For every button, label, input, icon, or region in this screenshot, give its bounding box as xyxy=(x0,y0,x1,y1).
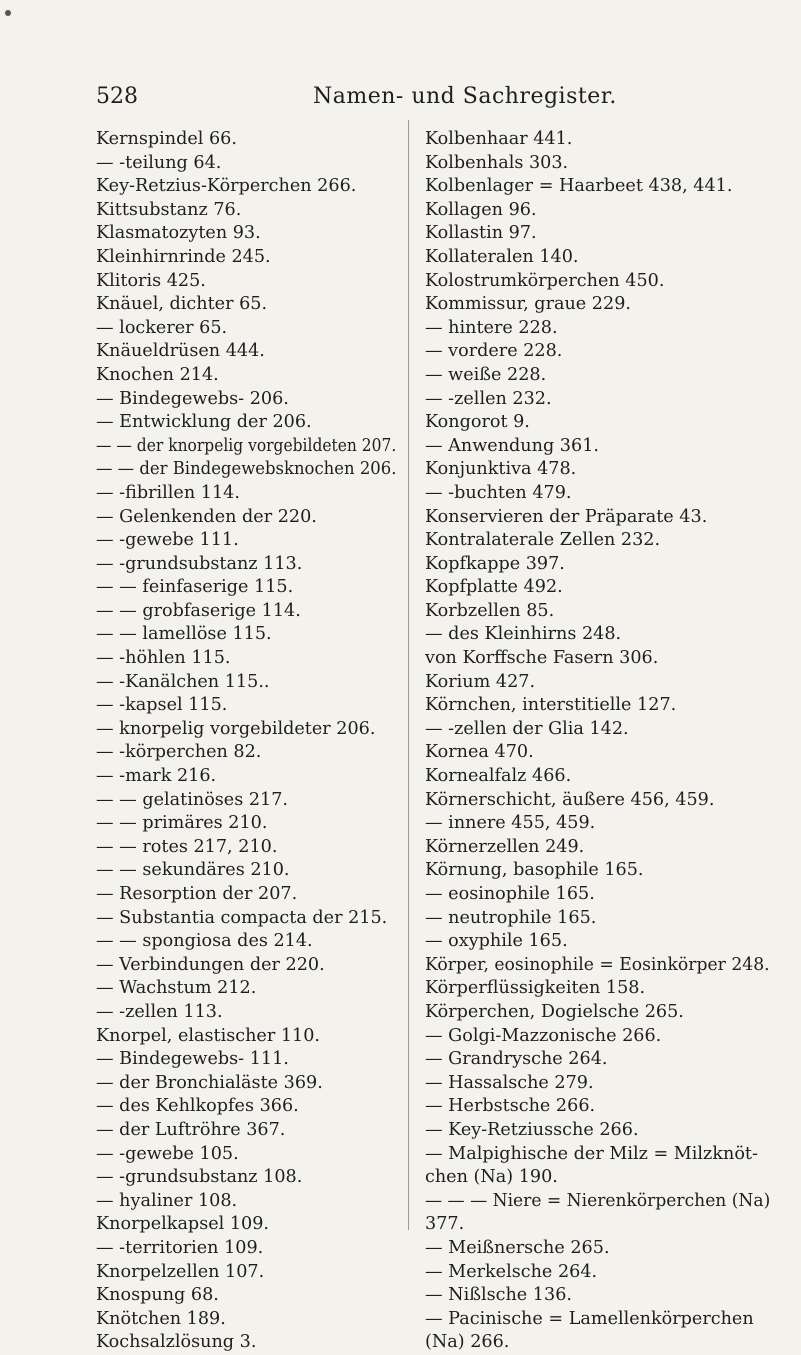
index-entry: — — der knorpelig vorgebildeten 207. xyxy=(96,435,397,456)
index-entry: — des Kleinhirns 248. xyxy=(425,624,622,645)
index-entry: Körnung, basophile 165. xyxy=(425,860,644,881)
index-entry: — Anwendung 361. xyxy=(425,435,599,456)
index-entry: Kittsubstanz 76. xyxy=(96,199,242,220)
index-entry: Kommissur, graue 229. xyxy=(425,294,631,315)
index-entry: — eosinophile 165. xyxy=(425,884,595,904)
index-entry: — Herbstsche 266. xyxy=(425,1096,596,1117)
index-entry: — weiße 228. xyxy=(425,364,547,385)
index-entry: — Gelenkenden der 220. xyxy=(96,506,317,527)
index-entry: — Nißlsche 136. xyxy=(425,1285,572,1306)
index-entry: — Key-Retziussche 266. xyxy=(425,1119,639,1140)
index-entry: — Bindegewebs- 111. xyxy=(96,1049,289,1070)
index-entry: — Malpighische der Milz = Milzknöt- xyxy=(425,1143,758,1164)
index-entry: Körper, eosinophile = Eosinkörper 248. xyxy=(425,954,770,975)
index-entry: — -zellen 232. xyxy=(425,388,552,409)
index-entry: — Bindegewebs- 206. xyxy=(96,388,289,409)
index-entry: Knorpelkapsel 109. xyxy=(96,1214,270,1235)
index-entry: Knäueldrüsen 444. xyxy=(96,341,265,362)
index-entry: — — spongiosa des 214. xyxy=(96,931,313,952)
index-entry: — -territorien 109. xyxy=(96,1237,264,1258)
index-entry: — -grundsubstanz 113. xyxy=(96,553,303,574)
index-entry: Kontralaterale Zellen 232. xyxy=(425,530,661,551)
index-entry: — knorpelig vorgebildeter 206. xyxy=(96,718,376,739)
index-entry: 377. xyxy=(425,1214,465,1235)
index-entry: — der Bronchialäste 369. xyxy=(96,1072,323,1093)
index-entry: — — sekundäres 210. xyxy=(96,860,290,881)
index-entry: Korbzellen 85. xyxy=(425,600,555,621)
index-entry: — Substantia compacta der 215. xyxy=(96,907,388,928)
index-entry: — -fibrillen 114. xyxy=(96,482,240,503)
index-entry: (Na) 266. xyxy=(425,1332,510,1353)
index-entry: Knäuel, dichter 65. xyxy=(96,294,268,315)
index-entry: — — — Niere = Nierenkörperchen (Na) xyxy=(425,1190,771,1211)
index-entry: Klasmatozyten 93. xyxy=(96,223,261,244)
index-entry: — — grobfaserige 114. xyxy=(96,600,301,621)
index-entry: Kochsalzlösung 3. xyxy=(96,1332,257,1353)
index-entry: — Pacinische = Lamellenkörperchen xyxy=(425,1308,754,1329)
running-title: Namen- und Sachregister. xyxy=(313,84,617,109)
index-entry: Knospung 68. xyxy=(96,1285,219,1306)
index-entry: Körnchen, interstitielle 127. xyxy=(425,695,677,716)
index-entry: Korium 427. xyxy=(425,671,536,692)
index-entry: — neutrophile 165. xyxy=(425,907,597,928)
index-entry: — -buchten 479. xyxy=(425,482,572,503)
index-entry: Körperchen, Dogielsche 265. xyxy=(425,1001,684,1022)
index-entry: Kollastin 97. xyxy=(425,223,537,244)
index-entry: — Entwicklung der 206. xyxy=(96,412,312,433)
index-entry: Kornealfalz 466. xyxy=(425,766,572,787)
index-entry: — -zellen 113. xyxy=(96,1001,223,1022)
index-entry: Kollateralen 140. xyxy=(425,246,579,267)
index-entry: Kornea 470. xyxy=(425,742,534,763)
index-entry: Kolbenlager = Haarbeet 438, 441. xyxy=(425,176,733,197)
index-entry: — hyaliner 108. xyxy=(96,1190,238,1211)
index-entry: — — rotes 217, 210. xyxy=(96,836,278,857)
index-entry: Körperflüssigkeiten 158. xyxy=(425,978,646,999)
index-entry: — -gewebe 105. xyxy=(96,1143,239,1164)
index-entry: — -gewebe 111. xyxy=(96,530,239,551)
index-entry: — -kapsel 115. xyxy=(96,695,228,716)
index-entry: — -zellen der Glia 142. xyxy=(425,718,629,739)
index-entry: — Merkelsche 264. xyxy=(425,1261,598,1282)
index-entry: — -teilung 64. xyxy=(96,152,222,173)
index-entry: — -körperchen 82. xyxy=(96,742,262,763)
index-entry: — der Luftröhre 367. xyxy=(96,1119,286,1140)
page-number: 528 xyxy=(96,84,138,109)
index-entry: Knochen 214. xyxy=(96,364,219,385)
index-entry: — — primäres 210. xyxy=(96,813,268,834)
index-entry: — innere 455, 459. xyxy=(425,813,596,834)
index-entry: Knorpel, elastischer 110. xyxy=(96,1025,321,1046)
index-entry: Kollagen 96. xyxy=(425,199,537,220)
index-entry: — Wachstum 212. xyxy=(96,978,257,999)
index-entry: von Korffsche Fasern 306. xyxy=(425,648,659,669)
left-index-column xyxy=(96,128,396,1355)
index-entry: Körnerzellen 249. xyxy=(425,836,585,857)
index-entry: — — gelatinöses 217. xyxy=(96,789,289,810)
index-entry: — oxyphile 165. xyxy=(425,931,568,952)
index-entry: — -mark 216. xyxy=(96,766,217,787)
index-entry: Kleinhirnrinde 245. xyxy=(96,246,271,267)
index-entry: — — der Bindegewebsknochen 206. xyxy=(96,459,397,480)
index-entry: Kopfkappe 397. xyxy=(425,553,565,574)
column-divider xyxy=(408,120,409,1230)
index-entry: Knorpelzellen 107. xyxy=(96,1261,265,1282)
index-entry: Knötchen 189. xyxy=(96,1308,226,1329)
index-entry: Kolostrumkörperchen 450. xyxy=(425,270,665,291)
index-entry: — lockerer 65. xyxy=(96,317,228,338)
index-entry: Key-Retzius-Körperchen 266. xyxy=(96,176,357,197)
index-entry: — — feinfaserige 115. xyxy=(96,577,294,598)
index-entry: Kernspindel 66. xyxy=(96,129,237,149)
index-entry: Kopfplatte 492. xyxy=(425,577,563,598)
index-entry: — Resorption der 207. xyxy=(96,884,298,904)
index-entry: Konjunktiva 478. xyxy=(425,459,577,480)
index-entry: Kolbenhaar 441. xyxy=(425,129,573,149)
index-entry: chen (Na) 190. xyxy=(425,1167,558,1188)
index-entry: — -höhlen 115. xyxy=(96,648,231,669)
index-entry: — Hassalsche 279. xyxy=(425,1072,594,1093)
page-speck xyxy=(5,10,11,16)
index-entry: — — lamellöse 115. xyxy=(96,624,272,645)
index-entry: — -grundsubstanz 108. xyxy=(96,1167,303,1188)
index-entry: — Golgi-Mazzonische 266. xyxy=(425,1025,662,1046)
index-entry: — -Kanälchen 115.. xyxy=(96,671,270,692)
index-entry: — des Kehlkopfes 366. xyxy=(96,1096,299,1117)
index-entry: — Verbindungen der 220. xyxy=(96,954,325,975)
index-entry: Körnerschicht, äußere 456, 459. xyxy=(425,789,715,810)
index-entry: Konservieren der Präparate 43. xyxy=(425,506,708,527)
index-entry: — vordere 228. xyxy=(425,341,563,362)
index-entry: — Meißnersche 265. xyxy=(425,1237,610,1258)
right-index-column xyxy=(425,128,770,1355)
index-entry: — hintere 228. xyxy=(425,317,558,338)
index-entry: — Grandrysche 264. xyxy=(425,1049,608,1070)
index-entry: Klitoris 425. xyxy=(96,270,206,291)
index-entry: Kongorot 9. xyxy=(425,412,530,433)
index-entry: Kolbenhals 303. xyxy=(425,152,569,173)
